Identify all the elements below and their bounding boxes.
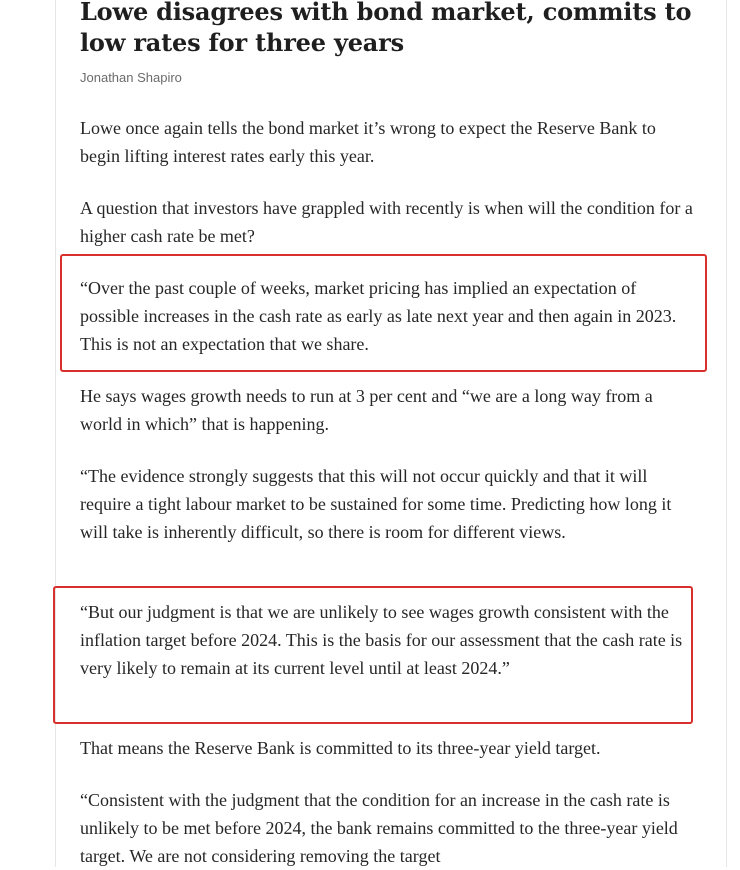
- article-headline: Lowe disagrees with bond market, commits to low rates for three years: [80, 0, 692, 57]
- right-column-divider: [726, 0, 727, 867]
- left-column-divider: [55, 0, 56, 867]
- article-paragraph-7: That means the Reserve Bank is committed to its three-year yield target.: [80, 738, 601, 758]
- article-paragraph-3-quote: “Over the past couple of weeks, market pricing has implied an expectation of possible increases in the cash rate as early as late next year and then again in 2023. This is not an expectation that we share.: [80, 278, 677, 354]
- article-paragraph-1: Lowe once again tells the bond market it’s wrong to expect the Reserve Bank to begin lifting interest rates early this year.: [80, 118, 656, 166]
- article-paragraph-6-quote: “But our judgment is that we are unlikely to see wages growth consistent with the inflation target before 2024. This is the basis for our assessment that the cash rate is very likely to remain at its current level until at least 2024.”: [80, 602, 683, 678]
- author-byline[interactable]: Jonathan Shapiro: [80, 70, 182, 85]
- article-paragraph-8-quote: “Consistent with the judgment that the condition for an increase in the cash rate is unlikely to be met before 2024, the bank remains committed to the three-year yield target. We are not considering removing the target: [80, 790, 678, 866]
- article-paragraph-4: He says wages growth needs to run at 3 per cent and “we are a long way from a world in which” that is happening.: [80, 386, 653, 434]
- article-paragraph-2: A question that investors have grappled with recently is when will the condition for a higher cash rate be met?: [80, 198, 693, 246]
- article-paragraph-5-quote: “The evidence strongly suggests that this will not occur quickly and that it will require a tight labour market to be sustained for some time. Predicting how long it will take is inherently difficult, so there is room for different views.: [80, 466, 672, 542]
